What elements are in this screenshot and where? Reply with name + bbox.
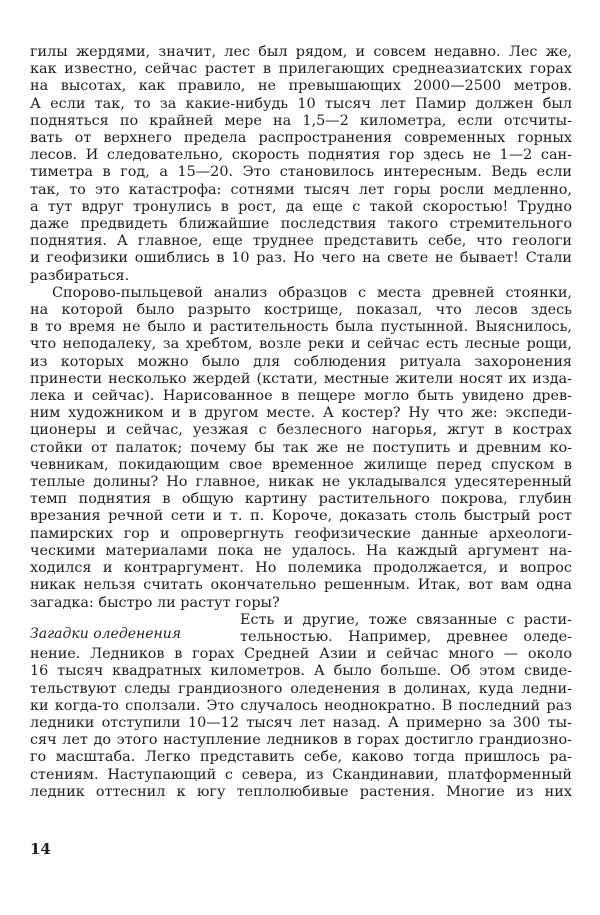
text-line: 16 тысяч квадратных километров. А было больше. Об этом свиде- <box>30 663 572 680</box>
paragraph-2 <box>30 285 572 612</box>
text-line: ледники отступили 10—12 тысяч лет назад. А примерно за 300 ты- <box>30 714 572 731</box>
text-line: в то время не было и растительность была пустынной. Выяснилось, <box>30 319 572 336</box>
text-line: гилы жердями, значит, лес был рядом, и совсем недавно. Лес же, <box>30 44 572 60</box>
paragraph-1 <box>30 44 572 285</box>
text-line: тиметра в год, а 15—20. Это становилось интересным. Ведь если <box>30 164 572 181</box>
text-line: теплые долины? Но главное, никак не укладывался удесятеренный <box>30 474 572 491</box>
text-line: так, то это катастрофа: сотнями тысяч лет горы росли медленно, <box>30 181 572 198</box>
side-lines <box>240 612 572 646</box>
text-line: сяч лет до этого наступление ледников в горах достигло грандиозно- <box>30 732 572 749</box>
text-line: ческими материалами пока не удалось. На каждый аргумент на- <box>30 542 572 559</box>
text-line: как известно, сейчас растет в прилегающих среднеазиатских горах <box>30 61 572 78</box>
text-line: никак нельзя считать окончательно решенным. Итак, вот вам одна <box>30 577 572 594</box>
paragraph-3 <box>30 646 572 801</box>
text-line: памирских гор и опровергнуть геофизические данные археологи- <box>30 525 572 542</box>
text-line: принести несколько жердей (кстати, местные жители носят их изда- <box>30 370 572 387</box>
text-line: ним художником и в другом месте. А костер? Ну что же: экспеди- <box>30 405 572 422</box>
text-line: даже предвидеть ближайшие последствия такого стремительного <box>30 216 572 233</box>
text-line: ходился и контраргумент. Но полемика продолжается, и вопрос <box>30 560 572 577</box>
text-line: А если так, то за какие-нибудь 10 тысяч лет Памир должен был <box>30 95 572 112</box>
text-line: тельствуют следы грандиозного оледенения в долинах, куда ледни- <box>30 680 572 697</box>
text-line: Есть и другие, тоже связанные с расти- <box>240 611 572 628</box>
text-line: ционеры и сейчас, уезжая с безлесного нагорья, жгут в кострах <box>30 422 572 439</box>
text-line: чевникам, покидающим свое временное жилище перед спуском в <box>30 456 572 473</box>
text-line: на высотах, как правило, не превышающих 2000—2500 метров. <box>30 78 572 95</box>
text-line: нение. Ледников в горах Средней Азии и сейчас много — около <box>30 646 572 663</box>
text-line: го масштаба. Легко представить себе, каково тогда пришлось ра- <box>30 749 572 766</box>
text-line: что неподалеку, за хребтом, возле реки и сейчас есть лесные рощи, <box>30 336 572 353</box>
text-line: разбираться. <box>30 267 130 284</box>
text-line: лека и сейчас). Нарисованное в пещере могло быть увидено древ- <box>30 388 572 405</box>
text-line: темп поднятия в общую картину растительного покрова, глубин <box>30 491 572 508</box>
text-line: лесов. И следовательно, скорость поднятия гор здесь не 1—2 сан- <box>30 147 572 164</box>
text-line: подняться по крайней мере на 1,5—2 километра, если отсчиты- <box>30 112 572 129</box>
text-line: вать от верхнего предела распространения современных горных <box>30 130 572 147</box>
page-number: 14 <box>30 840 51 858</box>
text-line: стениям. Наступающий с севера, из Скандинавии, платформенный <box>30 766 572 783</box>
text-line: поднятия. А главное, еще труднее представить себе, что геологи <box>30 233 572 250</box>
text-line: на которой было разрыто кострище, показал, что лесов здесь <box>30 302 572 319</box>
text-line: тельностью. Например, древнее оледе- <box>240 628 572 645</box>
page-text <box>30 44 572 801</box>
text-line: ки когда-то сползали. Это случалось неоднократно. В последний раз <box>30 697 572 714</box>
text-line: и геофизики ошиблись в 10 раз. Но чего на свете не бывает! Стали <box>30 250 572 267</box>
text-line: стойки от палаток; почему бы так же не поступить и древним ко- <box>30 439 572 456</box>
section-glaciation <box>30 612 572 646</box>
text-line: а тут вдруг тронулись в рост, да еще с такой скоростью! Трудно <box>30 198 572 215</box>
text-line: Спорово-пыльцевой анализ образцов с места древней стоянки, <box>52 284 572 301</box>
text-line: ледник оттеснил к югу теплолюбивые растения. Многие из них <box>30 783 572 800</box>
section-heading: Загадки оледенения <box>30 625 181 642</box>
text-line: из которых можно было для соблюдения ритуала захоронения <box>30 353 572 370</box>
text-line: загадка: быстро ли растут горы? <box>30 594 280 611</box>
text-line: врезания речной сети и т. п. Короче, доказать столь быстрый рост <box>30 508 572 525</box>
